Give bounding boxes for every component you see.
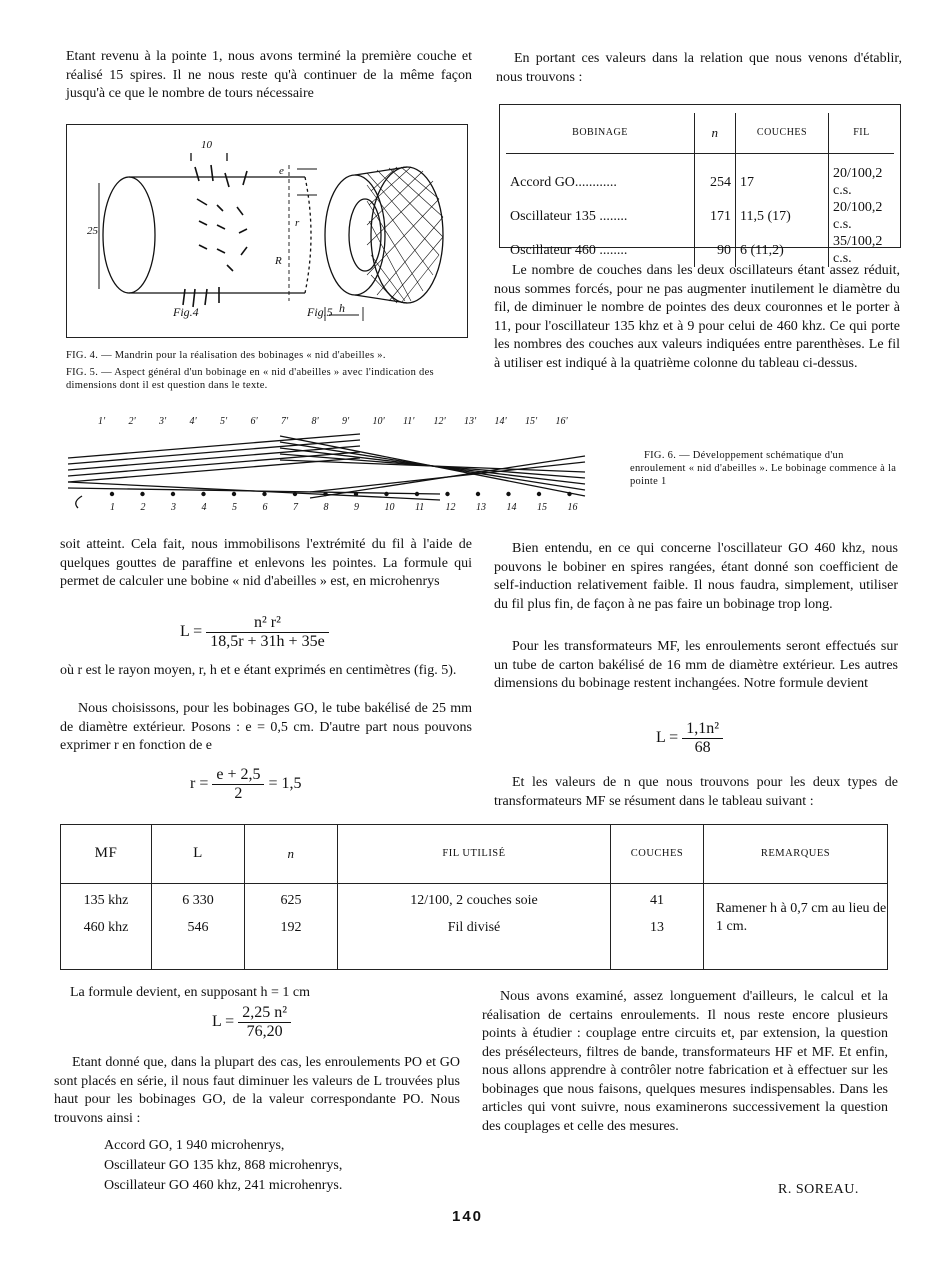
figure-6-bottom-label: 4 — [201, 502, 207, 513]
formula-1 — [180, 614, 329, 651]
formula-1-lhs: L = — [180, 623, 203, 641]
figure-6-top-label: 4' — [189, 416, 197, 427]
page-number: 140 — [452, 1208, 484, 1225]
table1-cell: 90 — [695, 233, 736, 267]
table1-cell: 20/100,2 c.s. — [829, 165, 895, 199]
values-list — [104, 1136, 342, 1196]
table-mf — [60, 824, 888, 970]
table2-header-n: n — [245, 825, 338, 883]
right-mid-paragraph-2: Pour les transformateurs MF, les enroulements seront effectués sur un tube de carton bakélisé de 16 mm de diamètre extérieur. Les autres dimensions du bobinage restent inchangées. Notre formule devient — [494, 639, 898, 691]
figure-6-top-label: 9' — [342, 416, 350, 427]
figure-6-top-label: 10' — [372, 416, 385, 427]
table2-header-mf: MF — [94, 845, 118, 862]
figure-6-top-label: 8' — [311, 416, 319, 427]
figure-6-top-label: 1' — [98, 416, 106, 427]
table2-header-couches: COUCHES — [611, 825, 704, 883]
left-bottom-paragraph-1: La formule devient, en supposant h = 1 cm — [70, 985, 311, 1000]
table2-header-fil: FIL UTILISÉ — [338, 825, 611, 883]
figure-6-pin-dot — [567, 492, 571, 496]
dim-h-label: h — [339, 301, 345, 315]
table1-cell: 6 (11,2) — [736, 233, 829, 267]
formula-2-fraction — [212, 766, 264, 803]
table1-cell: 35/100,2 c.s. — [829, 233, 895, 267]
figure-6-top-label: 11' — [403, 416, 415, 427]
left-bottom-paragraph-2: Etant donné que, dans la plupart des cas, les enroulements PO et GO sont placés en série, il nous faut diminuer les valeurs de L trouvées plus haut pour les bobinages GO, de la valeur correspondante PO. Nous trouvons ainsi : — [54, 1055, 460, 1126]
figure-6-top-label: 6' — [250, 416, 258, 427]
table2-cell: Fil divisé — [338, 919, 611, 969]
table1-cell: 11,5 (17) — [736, 199, 829, 233]
list-item: Accord GO, 1 940 microhenrys, — [104, 1138, 285, 1153]
figure-6 — [60, 412, 620, 520]
table-bobinage-grid — [506, 113, 894, 267]
dim-10-label: 10 — [201, 139, 212, 151]
figure-6-bottom-label: 14 — [506, 502, 517, 513]
figure-4-5-drawing — [67, 125, 467, 337]
figure-6-bottom-label: 7 — [293, 502, 298, 513]
table-row — [506, 199, 894, 233]
formula-3-lhs: L = — [656, 729, 679, 747]
figure-6-pin-dot — [201, 492, 205, 496]
table2-header-remarques: REMARQUES — [704, 825, 888, 883]
right-bottom-paragraph: Nous avons examiné, assez longuement d'ailleurs, le calcul et la réalisation de certains enroulements. Il nous reste encore plusieurs points à étudier : couplage entre circuits et, par extension, la question des présélecteurs, filtres de bande, transformateurs HF et MF. Et enfin, nous allons apprendre à contrôler notre fabrication et à effectuer sur les bobinages que nous faisons, quelques mesures indispensables. Dans les articles qui vont suivre, nous examinerons successivement la question des couplages et celle des mesures. — [482, 989, 888, 1134]
fig4-label: Fig.4 — [173, 305, 199, 319]
figure-6-top-label: 14' — [494, 416, 507, 427]
table2-cell: 6 330 — [152, 883, 245, 919]
table1-header-n: n — [695, 113, 736, 153]
figure-6-caption: FIG. 6. — Développement schématique d'un enroulement « nid d'abeilles ». Le bobinage commence à la pointe 1 — [630, 450, 897, 487]
figure-6-pin-dot — [506, 492, 510, 496]
table2-cell: 546 — [152, 919, 245, 969]
table2-cell: 625 — [245, 883, 338, 919]
formula-1-numerator: n² r² — [206, 614, 328, 633]
figure-6-bottom-label: 10 — [384, 502, 395, 513]
figure-6-top-label: 12' — [433, 416, 446, 427]
figure-4-5 — [66, 124, 468, 338]
figure-6-top-label: 13' — [464, 416, 477, 427]
table2-cell: 460 khz — [83, 920, 129, 935]
figure-6-bottom-label: 8 — [323, 502, 329, 513]
figure-6-pin-dot — [354, 492, 358, 496]
table1-cell: 254 — [695, 165, 736, 199]
figure-6-bottom-label: 2 — [140, 502, 146, 513]
figure-4-caption: FIG. 4. — Mandrin pour la réalisation des bobinages « nid d'abeilles ». — [66, 350, 386, 361]
formula-2-denominator: 2 — [234, 785, 243, 802]
dim-R-label: R — [275, 255, 282, 267]
right-paragraph-couches: Le nombre de couches dans les deux oscillateurs étant assez réduit, nous sommes forcés, pour ne pas augmenter inutilement le diamètre du fil, de diminuer le nombre de pointes des deux couronnes et le porter à 11, pour l'oscillateur 135 khz et à 9 pour celui de 460 khz. Ce qui porte les nombres des couches aux valeurs indiquées entre parenthèses. Le fil à utiliser est indiqué à la quatrième colonne du tableau ci-dessus. — [494, 263, 900, 371]
figure-6-pin-dot — [293, 492, 297, 496]
figure-6-bottom-label: 6 — [262, 502, 268, 513]
table1-cell: 17 — [736, 165, 829, 199]
right-mid-paragraph-1: Bien entendu, en ce qui concerne l'oscillateur GO 460 khz, nous pouvons le bobiner en spires rangées, étant donné son coefficient de self-induction relativement faible. Il nous faudra, simplement, utiliser du fil plus fin, de façon à ne pas faire un bobinage trop long. — [494, 541, 898, 612]
figure-6-pin-dot — [110, 492, 114, 496]
dim-e-label: e — [279, 165, 284, 177]
figure-6-top-label: 16' — [555, 416, 568, 427]
formula-2-rhs: = 1,5 — [268, 775, 302, 793]
figure-6-pin-dot — [415, 492, 419, 496]
table2-cell: 192 — [245, 919, 338, 969]
table2-remarque: Ramener h à 0,7 cm au lieu de 1 cm. — [704, 883, 888, 969]
table1-header-couches: COUCHES — [736, 113, 829, 153]
formula-3-numerator: 1,1n² — [682, 720, 723, 739]
table1-header-bobinage: BOBINAGE — [572, 127, 628, 139]
figure-6-bottom-label: 11 — [415, 502, 425, 513]
table-bobinage — [499, 104, 901, 266]
formula-1-denominator: 18,5r + 31h + 35e — [210, 633, 325, 650]
figure-6-bottom-label: 12 — [445, 502, 456, 513]
list-item: Oscillateur GO 135 khz, 868 microhenrys, — [104, 1158, 343, 1173]
dim-25-label: 25 — [87, 225, 98, 237]
formula-2-numerator: e + 2,5 — [212, 766, 264, 785]
figure-6-pin-dot — [171, 492, 175, 496]
figure-6-pin-dot — [476, 492, 480, 496]
table2-cell: 13 — [611, 919, 704, 969]
figure-6-top-label: 2' — [128, 416, 136, 427]
figure-6-bottom-label: 5 — [232, 502, 237, 513]
figure-6-bottom-label: 13 — [476, 502, 486, 513]
table-row — [506, 165, 894, 199]
figure-6-top-label: 15' — [525, 416, 538, 427]
formula-3-fraction — [682, 720, 723, 757]
figure-6-pin-dot — [232, 492, 236, 496]
left-mid-paragraph-1: soit atteint. Cela fait, nous immobilisons l'extrémité du fil à l'aide de quelques gouttes de paraffine et enlevons les pointes. La formule qui permet de calculer une bobine « nid d'abeilles » est, en microhenrys — [60, 537, 472, 589]
figure-6-pin-dot — [323, 492, 327, 496]
figure-6-pin-dot — [537, 492, 541, 496]
formula-2 — [190, 766, 302, 803]
table1-cell: Oscillateur 460 ........ — [510, 242, 628, 258]
formula-4 — [212, 1004, 291, 1041]
formula-4-denominator: 76,20 — [246, 1023, 283, 1040]
table2-cell: 12/100, 2 couches soie — [338, 883, 611, 919]
formula-1-fraction — [206, 614, 328, 651]
table-row — [61, 883, 887, 919]
right-mid-paragraph-3: Et les valeurs de n que nous trouvons pour les deux types de transformateurs MF se résument dans le tableau suivant : — [494, 775, 898, 809]
figure-6-pin-dot — [262, 492, 266, 496]
formula-4-fraction — [238, 1004, 291, 1041]
figure-6-pin-dot — [140, 492, 144, 496]
figure-6-top-label: 5' — [220, 416, 228, 427]
table-mf-grid — [61, 825, 887, 969]
figure-6-top-label: 7' — [281, 416, 289, 427]
figure-6-bottom-label: 15 — [537, 502, 547, 513]
formula-4-lhs: L = — [212, 1013, 235, 1031]
left-top-paragraph: Etant revenu à la pointe 1, nous avons terminé la première couche et réalisé 15 spires. Il ne nous reste qu'à continuer de la même façon jusqu'à ce que le nombre de tours nécessaire — [66, 49, 472, 101]
right-top-paragraph: En portant ces valeurs dans la relation que nous venons d'établir, nous trouvons : — [496, 51, 902, 85]
left-mid-paragraph-2: où r est le rayon moyen, r, h et e étant exprimés en centimètres (fig. 5). — [60, 663, 457, 678]
formula-3-denominator: 68 — [694, 739, 711, 756]
figure-6-pin-dot — [384, 492, 388, 496]
fig5-label: Fig.5 — [307, 305, 333, 319]
table1-header-fil: FIL — [829, 113, 895, 153]
figure-6-bottom-label: 1 — [110, 502, 115, 513]
table1-cell: Oscillateur 135 ........ — [510, 208, 628, 224]
dim-r-label: r — [295, 217, 300, 229]
figure-5-caption: FIG. 5. — Aspect général d'un bobinage en « nid d'abeilles » avec l'indication des dimensions dont il est question dans le texte. — [66, 367, 434, 391]
table2-cell: 41 — [611, 883, 704, 919]
table1-cell: Accord GO............ — [510, 174, 617, 190]
table1-cell: 20/100,2 c.s. — [829, 199, 895, 233]
formula-3 — [656, 720, 723, 757]
table2-cell: 135 khz — [61, 883, 152, 919]
left-mid-paragraph-3: Nous choisissons, pour les bobinages GO, le tube bakélisé de 25 mm de diamètre extérieur. Posons : e = 0,5 cm. D'autre part nous pouvons exprimer r en fonction de e — [60, 701, 472, 753]
figure-6-bottom-label: 3 — [171, 502, 176, 513]
formula-4-numerator: 2,25 n² — [238, 1004, 291, 1023]
figure-6-bottom-label: 9 — [354, 502, 359, 513]
formula-2-lhs: r = — [190, 775, 209, 793]
table1-cell: 171 — [695, 199, 736, 233]
list-item: Oscillateur GO 460 khz, 241 microhenrys. — [104, 1178, 343, 1193]
figure-6-pin-dot — [445, 492, 449, 496]
figure-6-bottom-label: 16 — [567, 502, 578, 513]
author-signature: R. SOREAU. — [778, 1182, 859, 1197]
figure-6-top-label: 3' — [159, 416, 167, 427]
table2-header-l: L — [152, 825, 245, 883]
